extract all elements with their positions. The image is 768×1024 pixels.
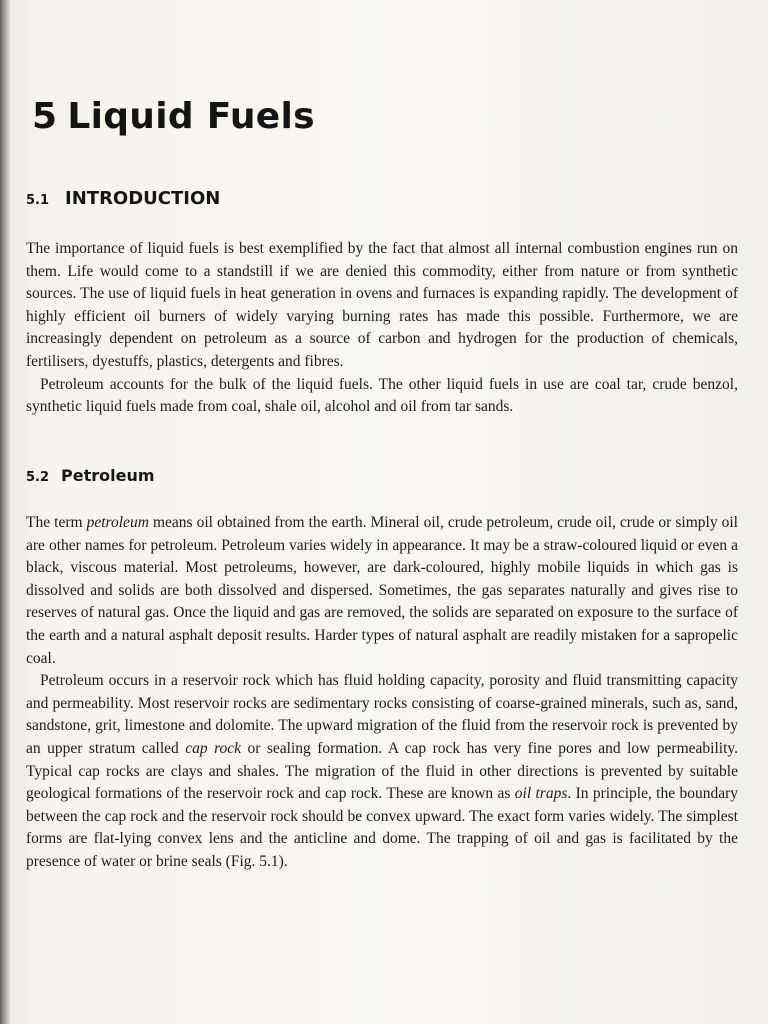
text-run: or sealing formation. A cap rock has very fine pores and low permeability. Typical cap rocks are clays and shales. The migration of the fluid in other directions is prevented by suitable geological formations of the reservoir rock and cap rock. These are known as bbox=[26, 739, 738, 803]
book-spine-shadow bbox=[0, 0, 10, 1024]
section-number: 5.2 bbox=[26, 470, 50, 485]
chapter-title-text: Liquid Fuels bbox=[67, 96, 315, 137]
paragraph bbox=[26, 512, 738, 670]
section-heading-text: Petroleum bbox=[61, 466, 155, 485]
section-heading-text: INTRODUCTION bbox=[65, 188, 221, 209]
introduction-body bbox=[26, 238, 738, 419]
paragraph: The importance of liquid fuels is best exemplified by the fact that almost all internal combustion engines run on them. Life would come to a standstill if we are denied this commodity, either from nature or from synthetic sources. The use of liquid fuels in heat generation in ovens and furnaces is expanding rapidly. The development of highly efficient oil burners of widely varying burning rates has made this possible. Furthermore, we are increasingly dependent on petroleum as a source of carbon and hydrogen for the production of chemicals, fertilisers, dyestuffs, plastics, detergents and fibres. bbox=[26, 240, 738, 370]
section-number: 5.1 bbox=[26, 193, 50, 208]
text-run: Petroleum occurs in a reservoir rock which has fluid holding capacity, porosity and fluid transmitting capacity and permeability. Most reservoir rocks are sedimentary rocks consisting of coarse-grained minerals, such as, sand, sandstone, grit, limestone and dolomite. The upward migration of the fluid from the reservoir rock is prevented by an upper stratum called bbox=[26, 672, 738, 757]
paragraph bbox=[26, 670, 738, 873]
petroleum-body bbox=[26, 512, 738, 874]
italic-term: cap rock bbox=[185, 739, 242, 757]
text-run: . In principle, the boundary between the cap rock and the reservoir rock should be convex upward. The exact form varies widely. The simplest forms are flat-lying convex lens and the anticline and dome. The trapping of oil and gas is facilitated by the presence of water or brine seals (Fig. 5.1). bbox=[26, 785, 738, 870]
italic-term: petroleum bbox=[86, 514, 149, 531]
chapter-title bbox=[32, 96, 315, 137]
italic-term: oil traps bbox=[514, 785, 568, 803]
paragraph: Petroleum accounts for the bulk of the liquid fuels. The other liquid fuels in use are coal tar, crude benzol, synthetic liquid fuels made from coal, shale oil, alcohol and oil from tar sands. bbox=[26, 375, 738, 416]
text-run: means oil obtained from the earth. Mineral oil, crude petroleum, crude oil, crude or simply oil are other names for petroleum. Petroleum varies widely in appearance. It may be a straw-coloured liquid or even a black, viscous material. Most petroleums, however, are dark-coloured, highly mobile liquids in which gas is dissolved and solids are both dissolved and dispersed. Sometimes, the gas separates naturally and gives rise to reserves of natural gas. Once the liquid and gas are removed, the solids are separated on exposure to the surface of the earth and a natural asphalt deposit results. Harder types of natural asphalt are readily mistaken for a sapropelic coal. bbox=[26, 514, 738, 667]
text-run: The term bbox=[26, 514, 87, 531]
section-heading-introduction bbox=[26, 188, 220, 209]
section-heading-petroleum bbox=[26, 466, 155, 485]
chapter-number: 5 bbox=[32, 96, 58, 137]
